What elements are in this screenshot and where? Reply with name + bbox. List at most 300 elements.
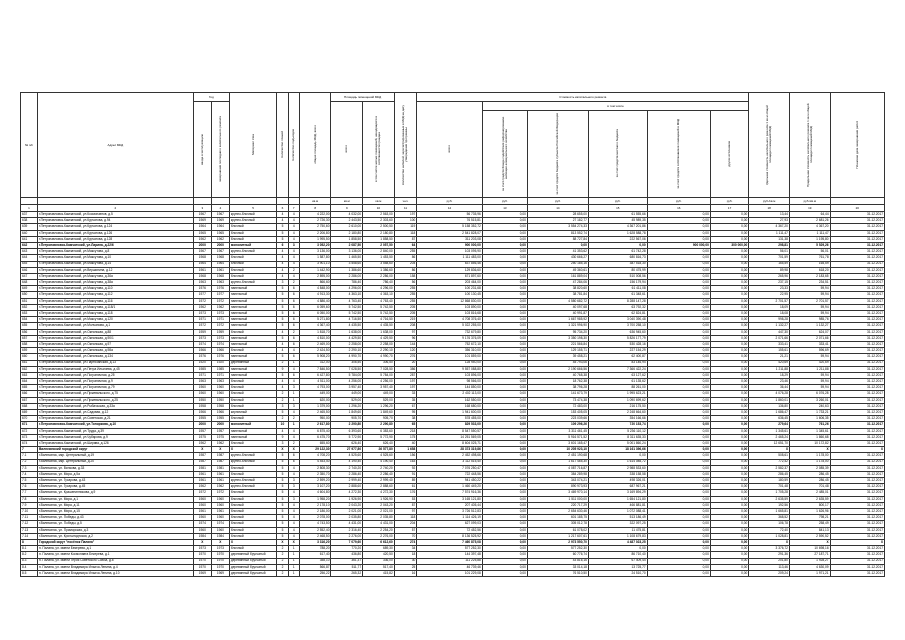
column-number-cell: 17 xyxy=(710,205,748,212)
table-cell: 2 452 498,66 xyxy=(417,453,482,459)
table-cell: 5 xyxy=(277,372,288,378)
table-cell: 2 451 190,68 xyxy=(527,453,588,459)
table-cell: 659 xyxy=(21,348,38,354)
table-cell: 100 231,68 xyxy=(417,286,482,292)
table-cell: 985,76 xyxy=(789,317,830,323)
table-cell: 31.12.2017 xyxy=(830,224,884,230)
table-cell: 129 155,71 xyxy=(527,348,588,354)
table-cell: панельный xyxy=(229,372,276,378)
table-cell: 1960 xyxy=(211,515,229,521)
table-cell: 311 203,08 xyxy=(417,236,482,242)
table-cell: 841,13 xyxy=(789,527,830,533)
table-cell: 129 836,60 xyxy=(417,267,482,273)
table-cell: 1972 xyxy=(193,490,211,496)
table-cell: блочный xyxy=(229,527,276,533)
table-cell: блочный xyxy=(229,224,276,230)
table-cell: 2 xyxy=(277,558,288,564)
table-cell: 120 xyxy=(394,348,417,354)
header-address: Адрес МКД xyxy=(37,93,193,198)
table-cell: 5 742,50 xyxy=(331,311,363,317)
table-cell: 1 xyxy=(288,360,299,366)
table-cell: 941 450,22 xyxy=(417,478,482,484)
column-number-cell: 19 xyxy=(789,205,830,212)
table-cell: 1920 xyxy=(211,360,229,366)
table-cell: 6 xyxy=(288,335,299,341)
table-cell: 0,00 xyxy=(482,471,527,477)
table-cell: 1 178,00 xyxy=(789,453,830,459)
table-cell: X xyxy=(211,539,229,545)
table-cell: 6 050,00 xyxy=(299,311,331,317)
table-cell: 9 xyxy=(277,366,288,372)
table-cell: 566,87 xyxy=(299,564,331,570)
table-cell: 4 630,09 xyxy=(789,564,830,570)
table-cell: 2 180,80 xyxy=(363,230,395,236)
table-cell: 420,69 xyxy=(789,360,830,366)
table-cell: 5 826 177,79 xyxy=(588,335,647,341)
table-cell: 0,00 xyxy=(710,552,748,558)
table-cell: 578 455,00 xyxy=(417,416,482,422)
table-cell: 62 824,81 xyxy=(588,311,647,317)
table-cell: 2 465,24 xyxy=(749,434,790,440)
table-cell: 2000 xyxy=(211,242,229,248)
table-cell: 638 xyxy=(21,218,38,224)
table-cell: 1963 xyxy=(211,379,229,385)
table-cell: 1 xyxy=(288,552,299,558)
table-cell: 4 296,00 xyxy=(331,286,363,292)
table-cell: 2 xyxy=(277,546,288,552)
table-cell: 6 475,70 xyxy=(299,434,331,440)
table-cell: 0,00 xyxy=(482,539,527,545)
table-cell: 0,00 xyxy=(710,286,748,292)
table-cell: 31.12.2017 xyxy=(830,267,884,273)
table-cell: 96 xyxy=(394,335,417,341)
table-cell: 0,00 xyxy=(710,527,748,533)
table-cell: 31.12.2017 xyxy=(830,255,884,261)
table-cell: 0,00 xyxy=(647,255,710,261)
table-cell: Городской округ "посёлок Палана" xyxy=(37,539,193,545)
table-cell: 111 225,88 xyxy=(417,558,482,564)
table-cell: 0,00 xyxy=(647,360,710,366)
table-cell: 0,00 xyxy=(647,249,710,255)
table-cell: 950,00 xyxy=(299,416,331,422)
table-cell: 670 xyxy=(21,416,38,422)
table-cell: г.Петропавловск-Камчатский, ул.Максутова, д.14 xyxy=(37,261,193,267)
unit-cell: кв.м xyxy=(331,198,363,205)
table-cell: 6 875,40 xyxy=(299,428,331,434)
table-cell: 654 xyxy=(21,317,38,323)
table-cell: 2 206,80 xyxy=(299,230,331,236)
table-cell: 0,00 xyxy=(647,447,710,453)
table-cell: 161 889,04 xyxy=(527,273,588,279)
table-cell: 163 xyxy=(394,459,417,465)
table-cell: 0,00 xyxy=(647,379,710,385)
table-cell: 7.4 xyxy=(21,471,38,477)
table-cell: 31.12.2017 xyxy=(830,558,884,564)
table-cell: 27 977,80 xyxy=(331,447,363,453)
table-cell: 1 626,96 xyxy=(789,509,830,515)
table-cell: 10 698,16 xyxy=(789,546,830,552)
table-cell: 3 350 198,30 xyxy=(527,335,588,341)
table-cell: 30 xyxy=(394,558,417,564)
table-cell: 1960 xyxy=(211,391,229,397)
table-cell: 4 525,60 xyxy=(363,453,395,459)
table-cell: 5 xyxy=(277,478,288,484)
table-cell: 0,00 xyxy=(647,218,710,224)
table-cell: 6 xyxy=(288,341,299,347)
table-cell: 0,00 xyxy=(482,372,527,378)
table-cell: 1985 xyxy=(211,366,229,372)
table-cell: 338 158,58 xyxy=(588,471,647,477)
table-cell: 2 701,57 xyxy=(789,298,830,304)
table-cell: деревянный брусчатый xyxy=(229,558,276,564)
table-cell: 5 xyxy=(277,323,288,329)
table-cell: п. Палана, ул. имени Бекерева, д.1 xyxy=(37,546,193,552)
table-cell: 218 xyxy=(394,428,417,434)
table-cell: 3 xyxy=(288,403,299,409)
table-cell: 6 xyxy=(277,242,288,248)
table-cell: 5 742,50 xyxy=(331,304,363,310)
table-cell: 2 xyxy=(277,391,288,397)
table-cell: 2 895,00 xyxy=(299,273,331,279)
table-cell: 101 859,00 xyxy=(417,354,482,360)
table-cell: 31.12.2017 xyxy=(830,416,884,422)
table-cell: 61 078,02 xyxy=(527,527,588,533)
table-cell: 192,56 xyxy=(749,502,790,508)
table-cell: 64,44 xyxy=(789,212,830,218)
table-cell: 2 465,50 xyxy=(299,410,331,416)
table-cell: 221 566,84 xyxy=(527,341,588,347)
table-cell: 665 xyxy=(21,385,38,391)
table-cell: г.Вилючинск, ул. Крашенинникова, д.9 xyxy=(37,490,193,496)
table-cell: 0,00 xyxy=(647,564,710,570)
column-number-cell: 11 xyxy=(394,205,417,212)
table-cell: 0,00 xyxy=(647,236,710,242)
table-cell: 203 464,00 xyxy=(417,280,482,286)
table-cell: 0,00 xyxy=(710,484,748,490)
table-cell: 1970 xyxy=(193,552,211,558)
table-cell: г.Петропавловск-Камчатский, ул.Космонавтов, д.5 xyxy=(37,212,193,218)
table-cell: 0,00 xyxy=(710,453,748,459)
table-cell: 2 469,00 xyxy=(299,341,331,347)
table-cell: 2 552,40 xyxy=(299,527,331,533)
table-cell: 701,59 xyxy=(749,255,790,261)
table-cell: г.Вилючинск, ул. Приморская, д.3 xyxy=(37,527,193,533)
table-cell: блочный xyxy=(229,546,276,552)
table-cell: 31.12.2017 xyxy=(830,391,884,397)
table-cell: 4 xyxy=(288,502,299,508)
table-cell: 668 xyxy=(21,403,38,409)
table-cell: 31.12.2017 xyxy=(830,533,884,539)
table-cell: г.Петропавловск-Камчатский, ул.Партизанская, д.13 xyxy=(37,360,193,366)
table-cell: 0,00 xyxy=(482,317,527,323)
table-cell: 31.12.2017 xyxy=(830,379,884,385)
table-cell: г.Петропавловск-Камчатский, ул.Максутова, д.8 xyxy=(37,249,193,255)
table-cell: 197 xyxy=(394,385,417,391)
unit-cell: руб. xyxy=(527,198,588,205)
table-cell: 144 850,00 xyxy=(417,385,482,391)
table-cell: 4 190,40 xyxy=(331,459,363,465)
table-cell: 3 xyxy=(288,484,299,490)
table-cell: 59,94 xyxy=(789,372,830,378)
table-cell: 671 xyxy=(21,422,38,428)
header-unit-cost: Удельная стоимость капитального ремонта 1 кв.м общей площади помещений МКД xyxy=(749,93,790,198)
table-cell: 761,26 xyxy=(789,422,830,428)
table-cell: 1963 xyxy=(193,379,211,385)
table-cell: 449,00 xyxy=(363,391,395,397)
header-total-area: общая площадь МКД, всего xyxy=(299,93,331,198)
table-cell: 1962 xyxy=(193,236,211,242)
table-cell: 0,00 xyxy=(647,539,710,545)
column-number-cell: 18 xyxy=(749,205,790,212)
header-local: за счет средств местного бюджета xyxy=(588,111,647,198)
table-cell: 287 xyxy=(394,372,417,378)
table-cell: 2 xyxy=(288,267,299,273)
table-cell: 7 028,50 xyxy=(331,366,363,372)
table-cell: г.Петропавловск-Камчатский, ул.Петра Ильичева, д.45 xyxy=(37,366,193,372)
table-cell: 1 995,50 xyxy=(299,236,331,242)
table-cell: 1 818,70 xyxy=(299,329,331,335)
table-cell: 144 397,48 xyxy=(417,552,482,558)
table-cell: 43 816,16 xyxy=(527,558,588,564)
table-cell: панельный xyxy=(229,335,276,341)
table-cell: 0,00 xyxy=(647,391,710,397)
table-cell: 0,00 xyxy=(482,509,527,515)
table-cell: 136,80 xyxy=(749,403,790,409)
table-cell: 1961 xyxy=(211,478,229,484)
table-cell: 0,00 xyxy=(482,304,527,310)
table-cell: 1966 xyxy=(193,410,211,416)
table-cell: 1965 xyxy=(211,230,229,236)
table-cell: 255 xyxy=(394,249,417,255)
table-cell: 1 705,28 xyxy=(749,490,790,496)
table-cell: 31.12.2017 xyxy=(830,323,884,329)
table-cell: 27 182,77 xyxy=(527,218,588,224)
table-cell: 7 076 250,47 xyxy=(417,465,482,471)
table-cell: 7.13 xyxy=(21,527,38,533)
table-cell: 0,00 xyxy=(710,440,748,446)
table-cell: 1971 xyxy=(211,372,229,378)
table-cell: 0,00 xyxy=(647,348,710,354)
table-cell: 100 130,45 xyxy=(417,292,482,298)
table-cell: 2 617,80 xyxy=(299,422,331,428)
header-units-row xyxy=(21,198,885,205)
table-cell: 31.12.2017 xyxy=(830,329,884,335)
table-cell: 0,00 xyxy=(710,434,748,440)
column-number-cell: 3 xyxy=(193,205,211,212)
table-cell: 0,00 xyxy=(647,471,710,477)
table-cell: 5 236 110,12 xyxy=(588,428,647,434)
table-cell: 1960 xyxy=(193,385,211,391)
table-cell: панельный xyxy=(229,311,276,317)
table-cell: 0,00 xyxy=(710,403,748,409)
table-cell: 1 132,27 xyxy=(789,323,830,329)
table-cell: 0,00 xyxy=(710,515,748,521)
table-cell: 4 763,40 xyxy=(331,298,363,304)
table-cell: 86 xyxy=(394,255,417,261)
table-cell: 7.1 xyxy=(21,453,38,459)
table-cell: 95 xyxy=(394,410,417,416)
table-cell: 2 740,20 xyxy=(363,465,395,471)
table-cell: г.Петропавловск-Камчатский, ул.Садовая, д.12 xyxy=(37,410,193,416)
header-fund: за счет средств Фонда содействия реформированию жилищно-коммунального хозяйства xyxy=(482,111,527,198)
table-cell: 26 577,80 xyxy=(363,447,395,453)
header-residents: Количество жителей, зарегистрированных в МКД на дату утверждения программы xyxy=(394,93,417,198)
table-cell: 31.12.2017 xyxy=(830,236,884,242)
table-cell: 1 958,20 xyxy=(299,496,331,502)
table-cell: 1 638,00 xyxy=(363,329,395,335)
table-cell: 1950 xyxy=(193,397,211,403)
table-cell: монолитный xyxy=(229,422,276,428)
column-number-cell: 16 xyxy=(647,205,710,212)
table-cell: 4 087 716,87 xyxy=(527,465,588,471)
table-cell: 6 383,60 xyxy=(363,428,395,434)
column-number-cell: 14 xyxy=(527,205,588,212)
table-cell: 732 679,80 xyxy=(417,329,482,335)
table-cell: 5 xyxy=(277,533,288,539)
table-cell: X xyxy=(229,447,276,453)
table-cell: 1964 xyxy=(211,261,229,267)
table-cell: 3 957,40 xyxy=(363,385,395,391)
table-cell: 1 296,20 xyxy=(331,403,363,409)
table-cell: блочный xyxy=(229,509,276,515)
table-cell: 788,20 xyxy=(299,546,331,552)
table-cell: 141 673,79 xyxy=(527,391,588,397)
table-cell: 8.4 xyxy=(21,564,38,570)
table-cell: 0,00 xyxy=(710,335,748,341)
table-cell: 4 xyxy=(277,379,288,385)
table-cell: 6 xyxy=(288,292,299,298)
table-cell: 4 xyxy=(288,218,299,224)
table-cell: 6 xyxy=(288,354,299,360)
table-cell: 100 xyxy=(394,218,417,224)
table-cell: 2 654 630,46 xyxy=(527,509,588,515)
table-cell: 2 xyxy=(277,397,288,403)
table-cell: 4 256,00 xyxy=(363,379,395,385)
table-cell: 2 681,26 xyxy=(789,218,830,224)
table-cell: X xyxy=(193,539,211,545)
table-cell: 900 000,00 xyxy=(647,242,710,248)
table-cell: 1961 xyxy=(193,471,211,477)
table-cell: 2 468,50 xyxy=(299,533,331,539)
table-cell: 1969 xyxy=(211,218,229,224)
table-cell: 1 453,50 xyxy=(363,255,395,261)
table-cell: 234,51 xyxy=(789,280,830,286)
table-cell: панельный xyxy=(229,323,276,329)
table-cell: 31.12.2017 xyxy=(830,230,884,236)
table-cell: X xyxy=(749,539,790,545)
table-cell: 88 727,84 xyxy=(527,236,588,242)
unit-cell: руб. xyxy=(417,198,482,205)
table-cell: 0,00 xyxy=(482,267,527,273)
table-cell: 13 725,77 xyxy=(588,564,647,570)
table-cell: 1950 xyxy=(211,397,229,403)
table-cell: блочный xyxy=(229,533,276,539)
table-cell: 219 xyxy=(394,317,417,323)
table-cell: 0,00 xyxy=(710,533,748,539)
table-cell: 5 784,00 xyxy=(331,372,363,378)
table-cell: 0,00 xyxy=(647,286,710,292)
table-cell: 1 606,35 xyxy=(789,416,830,422)
table-cell: 31.12.2017 xyxy=(830,360,884,366)
table-cell: 618,20 xyxy=(789,267,830,273)
table-cell: 6 xyxy=(288,372,299,378)
table-cell: 31.12.2017 xyxy=(830,490,884,496)
table-cell: 12 651,70 xyxy=(749,440,790,446)
table-cell: 671 897,60 xyxy=(417,273,482,279)
table-cell: 661 xyxy=(21,360,38,366)
table-cell: 158 xyxy=(394,273,417,279)
table-cell: 1968 xyxy=(211,273,229,279)
table-cell: 4 xyxy=(277,218,288,224)
table-cell: 786,40 xyxy=(331,280,363,286)
table-cell: 4 xyxy=(277,385,288,391)
table-cell: 5 772,90 xyxy=(331,434,363,440)
table-cell: 624,07 xyxy=(789,329,830,335)
table-cell: 3 112 515,40 xyxy=(417,459,482,465)
table-cell: 95 734,20 xyxy=(527,329,588,335)
table-cell: 649 xyxy=(21,286,38,292)
table-cell: блочный xyxy=(229,329,276,335)
table-cell: 1972 xyxy=(211,323,229,329)
column-number-cell: 10 xyxy=(363,205,395,212)
header-wall-material: Материал стен xyxy=(229,93,276,198)
table-cell: 722 448,56 xyxy=(417,471,482,477)
table-cell: 0,00 xyxy=(647,267,710,273)
table-cell: 83 146,94 xyxy=(588,360,647,366)
table-cell: 0,00 xyxy=(710,212,748,218)
table-cell: 626,40 xyxy=(363,440,395,446)
table-cell: 2 563,00 xyxy=(363,212,395,218)
table-cell: 1987 xyxy=(211,459,229,465)
table-cell: 38 796,28 xyxy=(527,385,588,391)
table-cell: 59,94 xyxy=(789,311,830,317)
table-cell: 31.12.2017 xyxy=(830,496,884,502)
table-cell: 2 290,10 xyxy=(331,348,363,354)
table-cell: г.Петропавловск-Камчатский, ул.Курчатова, д.124 xyxy=(37,224,193,230)
table-cell: 5 271,80 xyxy=(299,317,331,323)
table-cell: 165,59 xyxy=(789,261,830,267)
table-cell: 0,00 xyxy=(710,509,748,515)
table-cell: 3 136,00 xyxy=(331,249,363,255)
table-cell: 0,00 xyxy=(482,453,527,459)
table-cell: 4 xyxy=(288,527,299,533)
table-cell: 223 039,66 xyxy=(527,416,588,422)
table-cell: 0,00 xyxy=(647,335,710,341)
table-cell: 7.14 xyxy=(21,533,38,539)
table-cell: 0,00 xyxy=(710,385,748,391)
table-cell: 1987 xyxy=(193,459,211,465)
table-cell: 156 xyxy=(394,453,417,459)
table-cell: 1 xyxy=(288,558,299,564)
table-cell: 0,00 xyxy=(710,539,748,545)
table-cell: 73 474,38 xyxy=(527,397,588,403)
header-group-year: Год xyxy=(193,93,229,102)
table-cell: 274 xyxy=(394,539,417,545)
table-cell: 25 xyxy=(394,564,417,570)
table-cell: 1 465,50 xyxy=(331,255,363,261)
table-cell: 0,00 xyxy=(482,329,527,335)
table-cell: 1 928,27 xyxy=(789,558,830,564)
table-cell: 258,49 xyxy=(789,521,830,527)
table-cell: 40 991,87 xyxy=(527,311,588,317)
table-cell: 1976 xyxy=(211,286,229,292)
table-cell: 31.12.2017 xyxy=(830,552,884,558)
table-cell: 529,00 xyxy=(331,397,363,403)
table-cell: г.Петропавловск-Камчатский, ул.Пограничная, д.25 xyxy=(37,372,193,378)
table-cell: 118 xyxy=(394,230,417,236)
table-cell: г.Вилючинск, мкр. Центральный, д.20 xyxy=(37,459,193,465)
table-cell: 0,00 xyxy=(710,471,748,477)
